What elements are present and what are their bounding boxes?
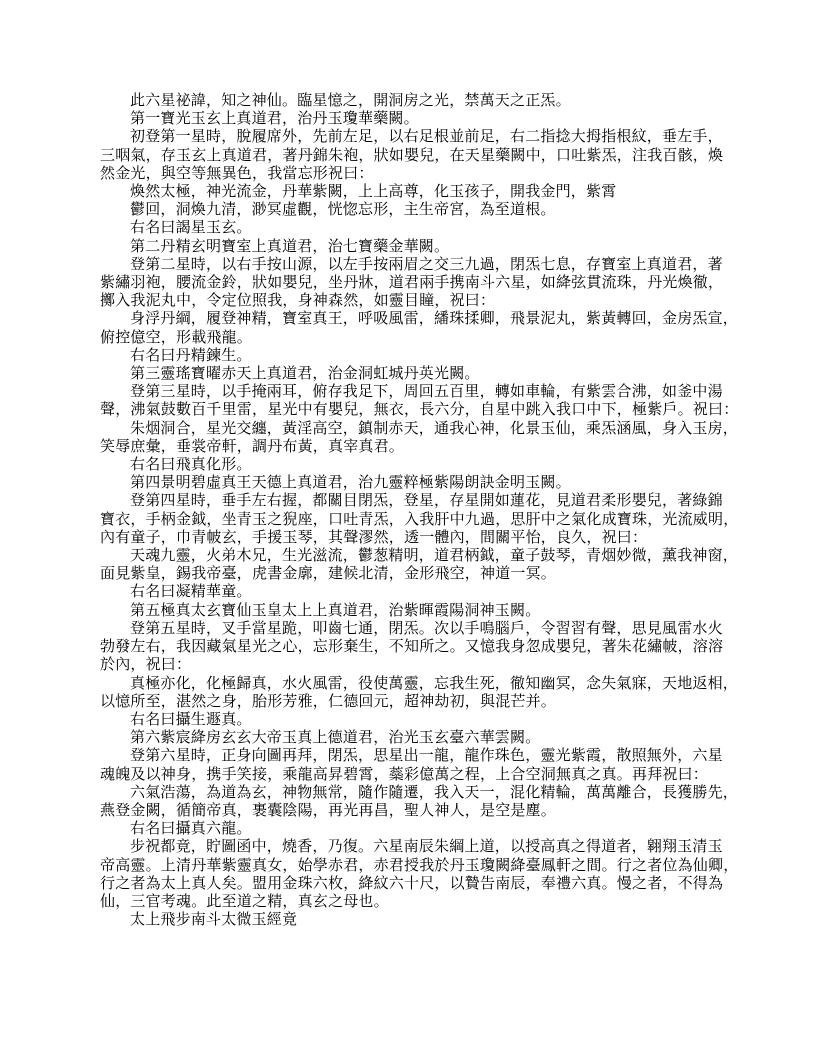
text-line: 於內，祝曰：: [100, 657, 192, 674]
text-line: 內有童子，巾青帔玄，手援玉琴，其聲漻然，透一體內，間關平怡，良久，祝曰：: [100, 529, 648, 546]
text-line: 擲入我泥丸中，令定位照我，身神森然，如靈目瞳，祝曰：: [100, 293, 496, 310]
text-line: 第一寶光玉玄上真道君，治丹玉瓊華藥闕。: [130, 111, 419, 128]
text-line: 登第五星時，叉手當星跪，叩齒七通，閉炁。次以手鳴腦戶，令習習有聲，思見風雷水火: [130, 620, 723, 637]
text-line: 右名曰謁星玉玄。: [130, 220, 252, 237]
text-line: 行之者為太上真人矣。盟用金珠六枚，絳紋六十尺，以贄告南辰，奉禮六真。慢之者，不得為: [100, 875, 724, 892]
text-line: 第六紫宸絳房玄玄大帝玉真上德道君，治光玉玄臺六華雲闕。: [130, 730, 541, 747]
text-line: 右名曰丹精鍊生。: [130, 347, 252, 364]
text-line: 紫繡羽袍，腰流金鈴，狀如嬰兒，坐丹牀，道君兩手携南斗六星，如絳弦貫流珠，丹光煥徹，: [100, 275, 724, 292]
text-line: 右名曰凝精華童。: [130, 584, 252, 601]
text-line: 三咽氣，存玉玄上真道君，著丹錦朱袍，狀如嬰兒，在天星藥闕中，口吐紫炁，注我百骸，煥: [100, 147, 724, 164]
text-line: 勃發左右，我因藏氣星光之心，忘形棄生，不知所之。又憶我身忽成嬰兒，著朱花繡帔，溶溶: [100, 639, 724, 656]
text-line: 然金光，與空等無異色，我當忘形祝曰：: [100, 165, 374, 182]
text-line: 第四景明碧虛真王天德上真道君，治九靈粹極紫陽朗訣金明玉闕。: [130, 475, 571, 492]
text-line: 真極亦化，化極歸真，水火風雷，役使萬靈，忘我生死，徹知幽冥，念失氣寐，天地返相，: [130, 675, 739, 692]
text-line: 右名曰攝生遯真。: [130, 711, 252, 728]
text-line: 煥然太極，神光流金，丹華紫闕，上上高尊，化玉孩子，開我金門，紫霄: [130, 184, 617, 201]
text-line: 登第六星時，正身向圖再拜，閉炁，思星出一龍，龍作珠色，靈光紫霞，散照無外，六星: [130, 748, 723, 765]
text-line: 第五極真太玄寶仙玉皇太上上真道君，治紫暉霞陽洞神玉闕。: [130, 602, 541, 619]
text-line: 笑辱庶彙，垂裳帝軒，調丹布黃，真宰真君。: [100, 438, 405, 455]
text-line: 聲，沸氣鼓數百千里雷，星光中有嬰兒，無衣，長六分，自星中跳入我口中下，極紫戶。祝曰：: [100, 402, 739, 419]
text-line: 太上飛步南斗太微玉經竟: [130, 912, 298, 929]
text-line: 此六星祕諱，知之神仙。臨星憶之，開洞房之光，禁萬天之正炁。: [130, 93, 571, 109]
text-line: 燕登金闕，循簡帝真，裹囊陰陽，再光再昌，聖人神人，是空是塵。: [100, 802, 557, 819]
text-line: 第二丹精玄明寶室上真道君，治七寶藥金華闕。: [130, 238, 450, 255]
text-line: 六氣浩蕩，為道為玄，神物無常，隨作隨遷，我入天一，混化精輪，萬萬離合，長獲勝先，: [130, 784, 739, 801]
text-line: 俯控億空，形載飛龍。: [100, 329, 253, 346]
text-line: 步祝都竟，貯圖函中，燒香，乃復。六星南辰朱綱上道，以授高真之得道者，翱翔玉清玉: [130, 839, 723, 856]
text-line: 天魂九靈，火弟木兄，生光滋流，鬱葱精明，道君柄鉞，童子鼓琴，青烟妙微，薰我神窗，: [130, 548, 739, 565]
scripture-text-block: [100, 92, 739, 929]
text-line: 魂魄及以神身，携手笑接，乘龍高昇碧霄，蘂彩億萬之程，上合空洞無真之真。再拜祝曰：: [100, 766, 709, 783]
text-line: 帝高靈。上清丹華紫靈真女，始學赤君，赤君授我於丹玉瓊闕絳臺鳳軒之間。行之者位為仙卿，: [100, 857, 739, 874]
text-line: 登第四星時，垂手左右握，都關目閉炁，登星，存星開如蓮花，見道君柔形嬰兒，著綠錦: [130, 493, 723, 510]
text-line: 面見紫皇，錫我帝臺，虎書金廓，建候北清，金形飛空，神道一冥。: [100, 566, 557, 583]
text-line: 身浮丹綱，履登神精，寶室真王，呼吸風雷，繙珠揉卿，飛景泥丸，紫黃轉回，金房炁宣，: [130, 311, 739, 328]
text-line: 以憶所至，湛然之身，胎形芳雅，仁德回元，超神劫初，與混芒并。: [100, 693, 557, 710]
text-line: 右名曰攝真六龍。: [130, 821, 252, 838]
text-line: 登第二星時，以右手按山源，以左手按兩眉之交三九過，閉炁七息，存寶室上真道君，著: [130, 256, 723, 273]
text-line: 初登第一星時，脫履席外，先前左足，以右足根並前足，右二指捻大拇指根紋，垂左手，: [130, 129, 723, 146]
text-line: 登第三星時，以手掩兩耳，俯存我足下，周回五百里，轉如車輪，有紫雲合沸，如釜中湯: [130, 384, 723, 401]
text-line: 寶衣，手柄金鉞，坐青玉之猊座，口吐青炁，入我肝中九過，思肝中之氣化成寶珠，光流威明，: [100, 511, 739, 528]
text-line: 右名曰飛真化形。: [130, 457, 252, 474]
text-line: 鬱回，洞煥九清，渺冥虛觀，恍惚忘形，主生帝宮，為至道根。: [130, 202, 556, 219]
text-line: 朱烟洞合，星光交纏，黃淫高空，鎮制赤天，通我心神，化景玉仙，乘炁涵風，身入玉房，: [130, 420, 739, 437]
text-line: 仙，三官考魂。此至道之精，真玄之母也。: [100, 893, 389, 910]
text-line: 第三靈瑤寶曜赤天上真道君，治金洞虹城丹英光闕。: [130, 366, 480, 383]
